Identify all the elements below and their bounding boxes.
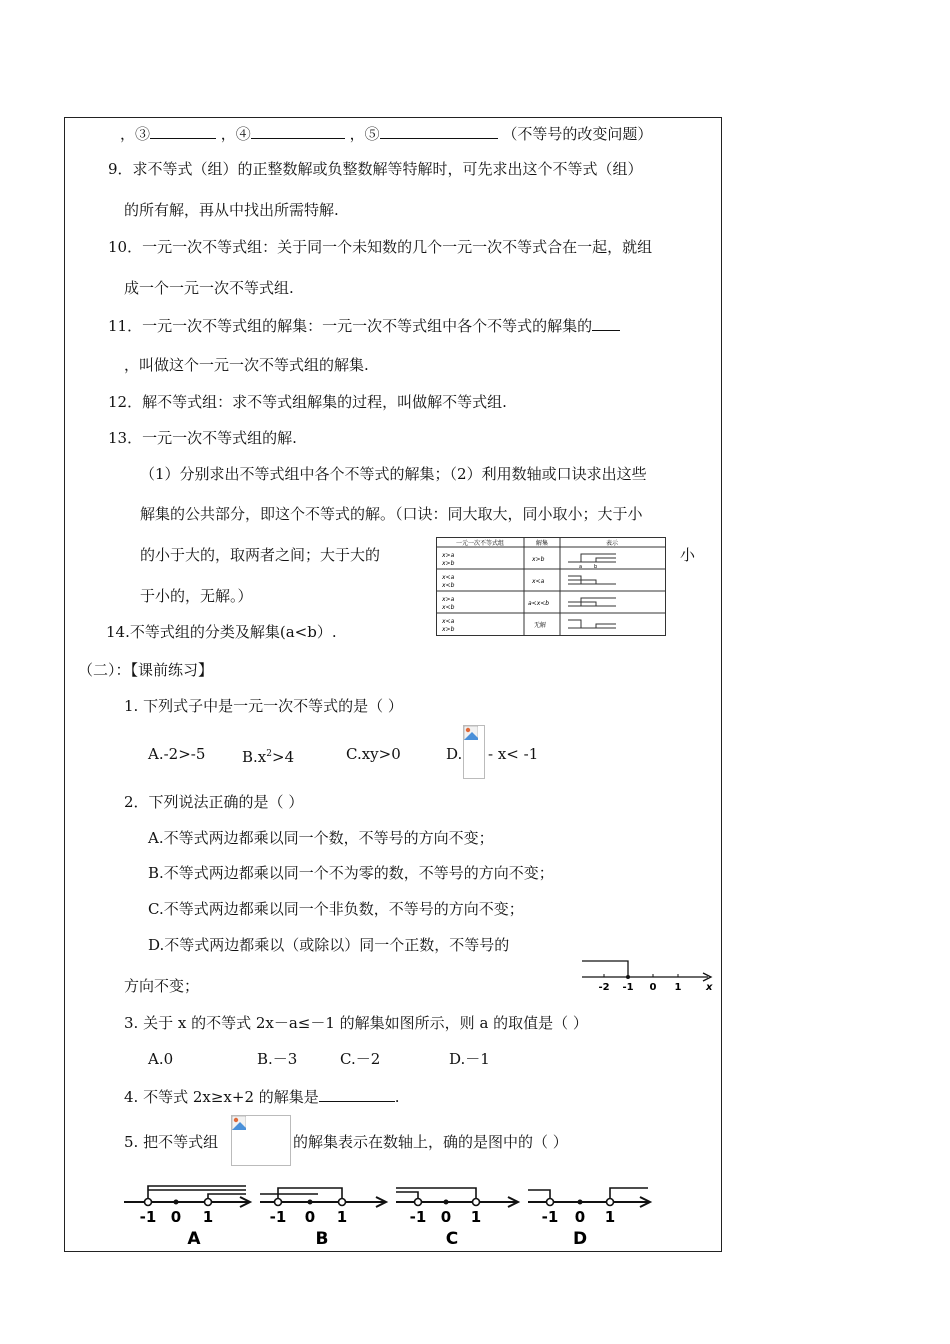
item-9-line2: 的所有解，再从中找出所需特解.	[124, 201, 339, 219]
row1-sys1: x>a	[442, 552, 455, 559]
row1-sol: x>b	[532, 556, 545, 563]
fill-in-line	[120, 123, 652, 144]
q5a-tick-1: 1	[202, 1208, 214, 1226]
item-9-line1: 9．求不等式（组）的正整数解或负整数解等特解时，可先求出这个不等式（组）	[108, 160, 643, 178]
row1-label-b: b	[594, 564, 598, 570]
marker-5: ，⑤	[349, 125, 380, 143]
q5-option-b-figure[interactable]	[260, 1188, 386, 1249]
q5b-tick-0: 0	[304, 1208, 316, 1226]
q3-number-line	[578, 955, 718, 995]
marker-3: ，③	[120, 125, 151, 143]
q3-tick-neg1: -1	[622, 982, 634, 993]
q5-option-d-figure[interactable]	[528, 1188, 650, 1249]
q5-option-c-figure[interactable]	[396, 1188, 518, 1249]
q5-line-start: 5. 把不等式组	[124, 1133, 219, 1151]
row3-sol: a<x<b	[528, 600, 550, 607]
q2-stem: 2．下列说法正确的是（ ）	[124, 793, 304, 811]
q5b-tick-1: 1	[336, 1208, 348, 1226]
q5-line-end: 的解集表示在数轴上，确的是图中的（ ）	[293, 1133, 568, 1151]
blank-11[interactable]	[592, 315, 620, 331]
q3-option-d[interactable]: D.－1	[449, 1050, 490, 1068]
q2-option-c[interactable]: C.不等式两边都乘以同一个非负数，不等号的方向不变；	[148, 900, 524, 918]
row1-sys2: x>b	[442, 560, 455, 567]
q4-answer-blank[interactable]	[319, 1086, 395, 1102]
q2-option-d[interactable]: D.不等式两边都乘以（或除以）同一个正数，不等号的	[148, 936, 510, 954]
row4-sys2: x>b	[442, 626, 455, 633]
q3-option-c[interactable]: C.－2	[340, 1050, 381, 1068]
table-header-system: 一元一次不等式组	[455, 540, 505, 547]
marker-4: ，④	[220, 125, 251, 143]
row1-label-a: a	[579, 564, 583, 570]
inequality-table-figure	[436, 537, 666, 636]
q5c-tick-neg1: -1	[409, 1208, 427, 1226]
q5a-tick-0: 0	[170, 1208, 182, 1226]
item-13-line3-end: 小	[680, 546, 696, 564]
item-14: 14.不等式组的分类及解集(a<b）.	[106, 623, 337, 641]
broken-image-icon	[231, 1115, 291, 1166]
q2-option-d-cont: 方向不变；	[124, 977, 200, 995]
note-text: （不等号的改变问题）	[502, 125, 653, 143]
q3-tick-neg2: -2	[598, 982, 610, 993]
q1-b-text-end: >4	[272, 748, 295, 766]
blank-3[interactable]	[150, 123, 216, 139]
item-13-title: 13．一元一次不等式组的解.	[108, 429, 297, 447]
q1-stem: 1. 下列式子中是一元一次不等式的是（ ）	[124, 697, 403, 715]
q5-option-figures	[118, 1180, 658, 1250]
blank-4[interactable]	[251, 123, 345, 139]
item-10-line1: 10．一元一次不等式组：关于同一个未知数的几个一元一次不等式合在一起，就组	[108, 238, 653, 256]
q1-option-a[interactable]: A.-2>-5	[148, 745, 206, 763]
q1-b-exponent: 2	[266, 749, 272, 759]
q5-option-a-figure[interactable]	[124, 1186, 250, 1249]
q2-option-b[interactable]: B.不等式两边都乘以同一个不为零的数，不等号的方向不变；	[148, 864, 554, 882]
q1-option-c[interactable]: C.xy>0	[346, 745, 401, 763]
item-13-line4: 于小的，无解。）	[140, 587, 253, 605]
item-13-line3: 的小于大的，取两者之间；大于大的	[140, 546, 381, 564]
q1-b-text: B.x	[242, 748, 267, 766]
item-13-line2: 解集的公共部分，即这个不等式的解。（口诀：同大取大，同小取小；大于小	[140, 505, 643, 523]
row4-sol: 无解	[534, 622, 547, 629]
item-10-line2: 成一个一元一次不等式组.	[124, 279, 294, 297]
q4-text-end: .	[394, 1088, 400, 1106]
q1-option-d-label[interactable]: D.	[446, 745, 463, 763]
q5b-label: B	[315, 1229, 329, 1249]
row2-sys1: x<a	[442, 574, 455, 581]
q5d-label: D	[572, 1229, 588, 1249]
row2-sol: x<a	[532, 578, 545, 585]
q5c-tick-0: 0	[440, 1208, 452, 1226]
q3-axis-var: x	[706, 982, 713, 993]
blank-5[interactable]	[380, 123, 498, 139]
item-12: 12．解不等式组：求不等式组解集的过程，叫做解不等式组.	[108, 393, 507, 411]
q5d-tick-neg1: -1	[541, 1208, 559, 1226]
q3-stem: 3. 关于 x 的不等式 2x－a≤－1 的解集如图所示，则 a 的取值是（ ）	[124, 1014, 588, 1032]
q5b-tick-neg1: -1	[269, 1208, 287, 1226]
q4-line	[124, 1086, 400, 1107]
item-11-text: 11．一元一次不等式组的解集：一元一次不等式组中各个不等式的解集的	[108, 317, 593, 335]
q3-option-a[interactable]: A.0	[148, 1050, 174, 1068]
table-header-solution: 解集	[535, 540, 549, 547]
q5a-label: A	[187, 1229, 201, 1249]
q5a-tick-neg1: -1	[139, 1208, 157, 1226]
q3-tick-0: 0	[649, 982, 657, 993]
row3-sys2: x<b	[442, 604, 455, 611]
section-2-heading: （二）：【课前练习】	[78, 661, 214, 679]
item-11-line2: ，叫做这个一元一次不等式组的解集.	[124, 356, 369, 374]
table-header-graph: 表示	[605, 540, 619, 547]
item-11-line1	[108, 315, 620, 336]
q4-text: 4. 不等式 2x≥x+2 的解集是	[124, 1088, 319, 1106]
q5c-tick-1: 1	[470, 1208, 482, 1226]
q2-option-a[interactable]: A.不等式两边都乘以同一个数，不等号的方向不变；	[148, 829, 494, 847]
q1-option-d-text: - x< -1	[488, 745, 539, 763]
q3-option-b[interactable]: B.－3	[257, 1050, 298, 1068]
q5d-tick-0: 0	[574, 1208, 586, 1226]
q5c-label: C	[445, 1229, 459, 1249]
broken-image-icon	[463, 725, 485, 779]
q3-tick-1: 1	[674, 982, 682, 993]
row4-sys1: x<a	[442, 618, 455, 625]
item-13-line1: （1）分别求出不等式组中各个不等式的解集；（2）利用数轴或口诀求出这些	[140, 465, 647, 483]
row3-sys1: x>a	[442, 596, 455, 603]
row2-sys2: x<b	[442, 582, 455, 589]
q1-option-b[interactable]	[242, 744, 294, 767]
q5d-tick-1: 1	[604, 1208, 616, 1226]
